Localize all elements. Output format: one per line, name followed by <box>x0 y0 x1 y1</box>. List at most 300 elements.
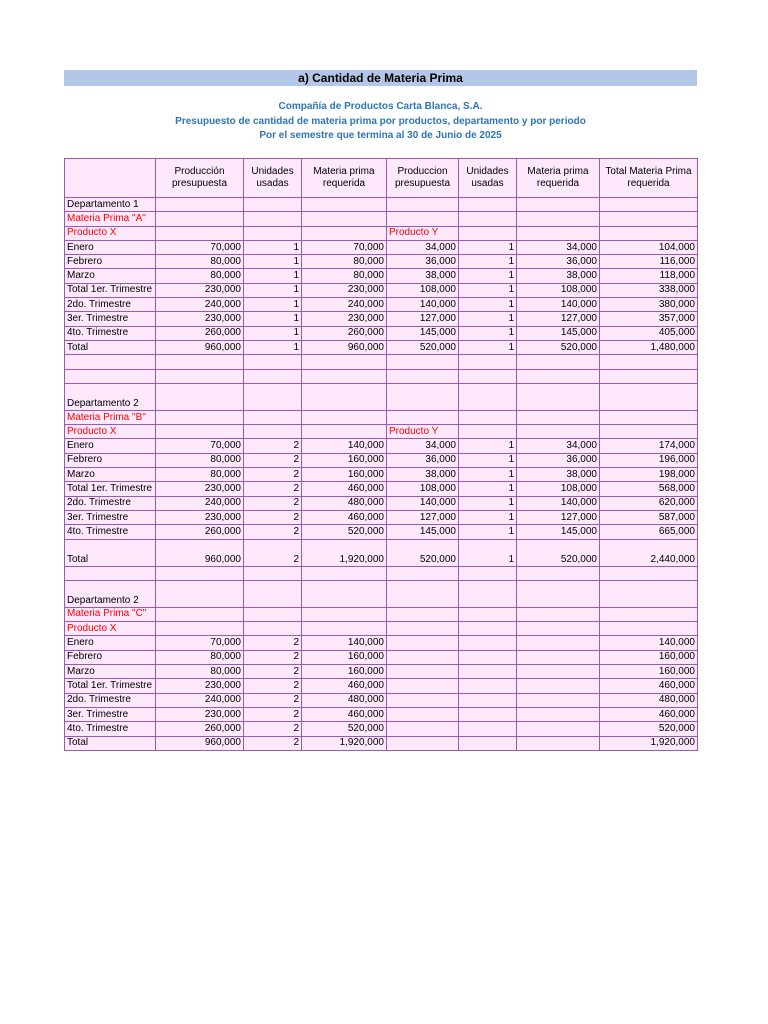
table-cell[interactable] <box>517 198 600 212</box>
value-cell[interactable]: 260,000 <box>156 525 244 539</box>
table-cell[interactable] <box>244 622 302 636</box>
table-cell[interactable] <box>302 383 387 410</box>
value-cell[interactable]: 34,000 <box>387 240 459 254</box>
value-cell[interactable] <box>459 707 517 721</box>
value-cell[interactable]: 1 <box>244 312 302 326</box>
value-cell[interactable] <box>387 636 459 650</box>
value-cell[interactable]: 960,000 <box>156 736 244 750</box>
row-label[interactable]: Enero <box>65 439 156 453</box>
value-cell[interactable]: 520,000 <box>302 722 387 736</box>
value-cell[interactable]: 1 <box>459 453 517 467</box>
value-cell[interactable]: 240,000 <box>302 298 387 312</box>
value-cell[interactable]: 196,000 <box>600 453 698 467</box>
value-cell[interactable]: 145,000 <box>517 326 600 340</box>
value-cell[interactable] <box>387 650 459 664</box>
table-cell[interactable] <box>459 607 517 621</box>
table-cell[interactable] <box>302 607 387 621</box>
value-cell[interactable]: 140,000 <box>600 636 698 650</box>
value-cell[interactable]: 2 <box>244 736 302 750</box>
table-cell[interactable] <box>459 410 517 424</box>
table-cell[interactable] <box>459 212 517 226</box>
table-cell[interactable] <box>459 369 517 383</box>
value-cell[interactable]: 70,000 <box>302 240 387 254</box>
value-cell[interactable] <box>459 650 517 664</box>
table-cell[interactable] <box>156 580 244 607</box>
value-cell[interactable] <box>387 665 459 679</box>
value-cell[interactable]: 80,000 <box>302 255 387 269</box>
table-cell[interactable] <box>302 198 387 212</box>
table-cell[interactable] <box>302 580 387 607</box>
row-label[interactable]: 3er. Trimestre <box>65 707 156 721</box>
value-cell[interactable]: 198,000 <box>600 468 698 482</box>
value-cell[interactable]: 104,000 <box>600 240 698 254</box>
table-cell[interactable] <box>517 580 600 607</box>
table-cell[interactable] <box>600 198 698 212</box>
value-cell[interactable]: 160,000 <box>600 665 698 679</box>
value-cell[interactable]: 960,000 <box>302 340 387 354</box>
table-cell[interactable] <box>517 410 600 424</box>
table-cell[interactable] <box>387 355 459 369</box>
value-cell[interactable]: 380,000 <box>600 298 698 312</box>
value-cell[interactable]: 665,000 <box>600 525 698 539</box>
table-cell[interactable] <box>517 607 600 621</box>
value-cell[interactable] <box>459 636 517 650</box>
table-cell[interactable] <box>65 369 156 383</box>
header-cell-blank[interactable] <box>65 159 156 198</box>
value-cell[interactable]: 174,000 <box>600 439 698 453</box>
value-cell[interactable]: 460,000 <box>600 679 698 693</box>
value-cell[interactable]: 230,000 <box>302 283 387 297</box>
row-label[interactable]: 2do. Trimestre <box>65 298 156 312</box>
value-cell[interactable]: 140,000 <box>517 496 600 510</box>
table-cell[interactable] <box>600 383 698 410</box>
value-cell[interactable]: 1 <box>244 298 302 312</box>
table-cell[interactable] <box>302 622 387 636</box>
product-x-label[interactable]: Producto X <box>65 622 156 636</box>
value-cell[interactable]: 2 <box>244 482 302 496</box>
table-cell[interactable] <box>517 212 600 226</box>
value-cell[interactable] <box>459 679 517 693</box>
value-cell[interactable]: 460,000 <box>302 482 387 496</box>
row-label[interactable]: 3er. Trimestre <box>65 312 156 326</box>
table-cell[interactable] <box>156 410 244 424</box>
value-cell[interactable]: 70,000 <box>156 240 244 254</box>
value-cell[interactable]: 1 <box>459 439 517 453</box>
row-label[interactable]: Febrero <box>65 453 156 467</box>
value-cell[interactable]: 116,000 <box>600 255 698 269</box>
value-cell[interactable] <box>387 736 459 750</box>
department-label[interactable]: Departamento 2 <box>65 383 156 410</box>
value-cell[interactable]: 38,000 <box>517 468 600 482</box>
value-cell[interactable]: 230,000 <box>302 312 387 326</box>
value-cell[interactable]: 127,000 <box>517 312 600 326</box>
value-cell[interactable]: 1,920,000 <box>302 539 387 566</box>
value-cell[interactable]: 80,000 <box>156 255 244 269</box>
row-label[interactable]: 4to. Trimestre <box>65 525 156 539</box>
table-cell[interactable] <box>459 425 517 439</box>
table-cell[interactable] <box>600 425 698 439</box>
value-cell[interactable]: 520,000 <box>600 722 698 736</box>
table-row <box>65 159 698 198</box>
table-cell[interactable] <box>156 212 244 226</box>
row-label[interactable]: Marzo <box>65 665 156 679</box>
table-cell[interactable] <box>459 355 517 369</box>
table-cell[interactable] <box>156 425 244 439</box>
table-cell[interactable] <box>244 369 302 383</box>
value-cell[interactable]: 36,000 <box>387 255 459 269</box>
value-cell[interactable]: 587,000 <box>600 510 698 524</box>
table-cell[interactable] <box>156 355 244 369</box>
value-cell[interactable]: 2 <box>244 539 302 566</box>
report-header <box>64 100 697 144</box>
value-cell[interactable]: 240,000 <box>156 496 244 510</box>
table-cell[interactable] <box>387 212 459 226</box>
table-cell[interactable] <box>302 410 387 424</box>
value-cell[interactable]: 2 <box>244 496 302 510</box>
value-cell[interactable]: 1 <box>459 468 517 482</box>
value-cell[interactable]: 1 <box>459 283 517 297</box>
table-cell[interactable] <box>600 410 698 424</box>
value-cell[interactable]: 520,000 <box>517 340 600 354</box>
value-cell[interactable] <box>517 665 600 679</box>
value-cell[interactable]: 34,000 <box>517 439 600 453</box>
value-cell[interactable]: 140,000 <box>302 439 387 453</box>
table-cell[interactable] <box>517 425 600 439</box>
table-cell[interactable] <box>244 410 302 424</box>
value-cell[interactable]: 38,000 <box>387 468 459 482</box>
table-row <box>65 539 698 566</box>
table-cell[interactable] <box>517 369 600 383</box>
value-cell[interactable]: 145,000 <box>387 326 459 340</box>
value-cell[interactable]: 520,000 <box>517 539 600 566</box>
row-label[interactable]: Marzo <box>65 468 156 482</box>
table-cell[interactable] <box>244 607 302 621</box>
row-label[interactable]: 2do. Trimestre <box>65 496 156 510</box>
value-cell[interactable]: 1 <box>459 312 517 326</box>
value-cell[interactable]: 2 <box>244 650 302 664</box>
value-cell[interactable]: 140,000 <box>302 636 387 650</box>
row-label[interactable]: 4to. Trimestre <box>65 722 156 736</box>
row-label[interactable]: Febrero <box>65 255 156 269</box>
value-cell[interactable]: 960,000 <box>156 340 244 354</box>
table-cell[interactable] <box>387 410 459 424</box>
column-header[interactable]: Produccion presupuesta <box>387 159 459 198</box>
table-cell[interactable] <box>244 226 302 240</box>
table-cell[interactable] <box>156 226 244 240</box>
value-cell[interactable]: 1 <box>459 539 517 566</box>
value-cell[interactable]: 357,000 <box>600 312 698 326</box>
value-cell[interactable]: 140,000 <box>387 298 459 312</box>
row-label[interactable]: Total 1er. Trimestre <box>65 283 156 297</box>
value-cell[interactable]: 160,000 <box>302 665 387 679</box>
table-cell[interactable] <box>244 383 302 410</box>
column-header[interactable]: Unidades usadas <box>459 159 517 198</box>
value-cell[interactable]: 520,000 <box>387 340 459 354</box>
row-label[interactable]: Enero <box>65 240 156 254</box>
row-label[interactable]: Total <box>65 736 156 750</box>
value-cell[interactable]: 1 <box>459 255 517 269</box>
value-cell[interactable]: 108,000 <box>387 283 459 297</box>
value-cell[interactable]: 34,000 <box>517 240 600 254</box>
value-cell[interactable]: 568,000 <box>600 482 698 496</box>
value-cell[interactable] <box>387 722 459 736</box>
value-cell[interactable]: 1 <box>244 326 302 340</box>
value-cell[interactable]: 2,440,000 <box>600 539 698 566</box>
row-label[interactable]: 4to. Trimestre <box>65 326 156 340</box>
table-cell[interactable] <box>600 369 698 383</box>
value-cell[interactable]: 1,920,000 <box>600 736 698 750</box>
value-cell[interactable]: 480,000 <box>302 496 387 510</box>
table-cell[interactable] <box>302 425 387 439</box>
value-cell[interactable]: 260,000 <box>156 722 244 736</box>
value-cell[interactable]: 34,000 <box>387 439 459 453</box>
value-cell[interactable]: 1 <box>459 269 517 283</box>
table-cell[interactable] <box>517 383 600 410</box>
value-cell[interactable]: 230,000 <box>156 679 244 693</box>
value-cell[interactable]: 460,000 <box>302 510 387 524</box>
value-cell[interactable]: 2 <box>244 636 302 650</box>
table-cell[interactable] <box>302 226 387 240</box>
material-label[interactable]: Materia Prima "B" <box>65 410 156 424</box>
row-label[interactable]: Total 1er. Trimestre <box>65 482 156 496</box>
table-cell[interactable] <box>244 212 302 226</box>
value-cell[interactable] <box>387 707 459 721</box>
table-cell[interactable] <box>156 622 244 636</box>
table-cell[interactable] <box>600 622 698 636</box>
value-cell[interactable]: 1 <box>459 510 517 524</box>
value-cell[interactable]: 960,000 <box>156 539 244 566</box>
value-cell[interactable] <box>517 679 600 693</box>
value-cell[interactable]: 1 <box>459 298 517 312</box>
value-cell[interactable]: 2 <box>244 679 302 693</box>
value-cell[interactable]: 1 <box>459 240 517 254</box>
value-cell[interactable]: 2 <box>244 468 302 482</box>
value-cell[interactable]: 80,000 <box>156 468 244 482</box>
table-cell[interactable] <box>65 566 156 580</box>
table-cell[interactable] <box>302 369 387 383</box>
row-label[interactable]: 2do. Trimestre <box>65 693 156 707</box>
value-cell[interactable]: 2 <box>244 525 302 539</box>
row-label[interactable]: Total <box>65 340 156 354</box>
value-cell[interactable]: 240,000 <box>156 298 244 312</box>
value-cell[interactable] <box>517 736 600 750</box>
table-cell[interactable] <box>156 198 244 212</box>
table-cell[interactable] <box>387 580 459 607</box>
value-cell[interactable]: 1 <box>459 482 517 496</box>
department-label[interactable]: Departamento 2 <box>65 580 156 607</box>
table-cell[interactable] <box>600 566 698 580</box>
value-cell[interactable]: 160,000 <box>302 453 387 467</box>
table-cell[interactable] <box>244 425 302 439</box>
value-cell[interactable]: 230,000 <box>156 510 244 524</box>
value-cell[interactable]: 160,000 <box>600 650 698 664</box>
value-cell[interactable]: 145,000 <box>387 525 459 539</box>
table-cell[interactable] <box>600 607 698 621</box>
value-cell[interactable]: 38,000 <box>387 269 459 283</box>
column-header[interactable]: Materia prima requerida <box>302 159 387 198</box>
value-cell[interactable]: 108,000 <box>387 482 459 496</box>
value-cell[interactable]: 1 <box>459 525 517 539</box>
product-x-label[interactable]: Producto X <box>65 226 156 240</box>
value-cell[interactable]: 1 <box>459 496 517 510</box>
value-cell[interactable]: 520,000 <box>302 525 387 539</box>
table-cell[interactable] <box>517 622 600 636</box>
table-cell[interactable] <box>600 355 698 369</box>
value-cell[interactable]: 80,000 <box>156 269 244 283</box>
column-header[interactable]: Materia prima requerida <box>517 159 600 198</box>
table-cell[interactable] <box>387 566 459 580</box>
value-cell[interactable]: 80,000 <box>156 650 244 664</box>
value-cell[interactable] <box>459 693 517 707</box>
table-cell[interactable] <box>244 198 302 212</box>
value-cell[interactable] <box>459 665 517 679</box>
value-cell[interactable]: 1 <box>244 340 302 354</box>
value-cell[interactable]: 620,000 <box>600 496 698 510</box>
table-cell[interactable] <box>387 607 459 621</box>
value-cell[interactable]: 480,000 <box>600 693 698 707</box>
value-cell[interactable]: 140,000 <box>387 496 459 510</box>
row-label[interactable]: Total <box>65 539 156 566</box>
value-cell[interactable]: 230,000 <box>156 312 244 326</box>
value-cell[interactable]: 2 <box>244 693 302 707</box>
table-cell[interactable] <box>302 212 387 226</box>
value-cell[interactable]: 70,000 <box>156 636 244 650</box>
row-label[interactable]: Marzo <box>65 269 156 283</box>
value-cell[interactable]: 140,000 <box>517 298 600 312</box>
product-y-label[interactable]: Producto Y <box>387 425 459 439</box>
value-cell[interactable]: 1 <box>244 269 302 283</box>
value-cell[interactable]: 1 <box>459 326 517 340</box>
value-cell[interactable]: 108,000 <box>517 283 600 297</box>
table-cell[interactable] <box>600 226 698 240</box>
value-cell[interactable]: 160,000 <box>302 468 387 482</box>
table-cell[interactable] <box>459 622 517 636</box>
value-cell[interactable]: 118,000 <box>600 269 698 283</box>
table-cell[interactable] <box>244 580 302 607</box>
table-cell[interactable] <box>302 355 387 369</box>
value-cell[interactable]: 2 <box>244 722 302 736</box>
value-cell[interactable]: 145,000 <box>517 525 600 539</box>
value-cell[interactable] <box>517 636 600 650</box>
value-cell[interactable] <box>459 722 517 736</box>
table-cell[interactable] <box>459 383 517 410</box>
table-cell[interactable] <box>459 566 517 580</box>
value-cell[interactable]: 160,000 <box>302 650 387 664</box>
value-cell[interactable]: 2 <box>244 707 302 721</box>
value-cell[interactable]: 127,000 <box>387 312 459 326</box>
product-x-label[interactable]: Producto X <box>65 425 156 439</box>
value-cell[interactable]: 405,000 <box>600 326 698 340</box>
table-cell[interactable] <box>517 226 600 240</box>
value-cell[interactable]: 1 <box>459 340 517 354</box>
table-cell[interactable] <box>517 355 600 369</box>
value-cell[interactable]: 460,000 <box>302 707 387 721</box>
value-cell[interactable]: 520,000 <box>387 539 459 566</box>
table-cell[interactable] <box>459 198 517 212</box>
value-cell[interactable]: 70,000 <box>156 439 244 453</box>
value-cell[interactable]: 127,000 <box>387 510 459 524</box>
table-cell[interactable] <box>459 226 517 240</box>
value-cell[interactable] <box>517 707 600 721</box>
value-cell[interactable] <box>387 679 459 693</box>
table-row <box>65 722 698 736</box>
value-cell[interactable]: 230,000 <box>156 482 244 496</box>
row-label[interactable]: 3er. Trimestre <box>65 510 156 524</box>
value-cell[interactable]: 2 <box>244 510 302 524</box>
row-label[interactable]: Febrero <box>65 650 156 664</box>
value-cell[interactable]: 80,000 <box>156 665 244 679</box>
value-cell[interactable]: 2 <box>244 453 302 467</box>
table-cell[interactable] <box>600 580 698 607</box>
table-cell[interactable] <box>244 355 302 369</box>
value-cell[interactable]: 338,000 <box>600 283 698 297</box>
material-label[interactable]: Materia Prima "A" <box>65 212 156 226</box>
value-cell[interactable]: 1,480,000 <box>600 340 698 354</box>
table-cell[interactable] <box>459 580 517 607</box>
department-label[interactable]: Departamento 1 <box>65 198 156 212</box>
table-cell[interactable] <box>244 566 302 580</box>
column-header[interactable]: Producción presupuesta <box>156 159 244 198</box>
value-cell[interactable]: 2 <box>244 665 302 679</box>
product-y-label[interactable]: Producto Y <box>387 226 459 240</box>
value-cell[interactable]: 38,000 <box>517 269 600 283</box>
value-cell[interactable]: 230,000 <box>156 707 244 721</box>
table-cell[interactable] <box>387 198 459 212</box>
column-header[interactable]: Unidades usadas <box>244 159 302 198</box>
row-label[interactable]: Enero <box>65 636 156 650</box>
table-cell[interactable] <box>387 622 459 636</box>
value-cell[interactable]: 127,000 <box>517 510 600 524</box>
value-cell[interactable] <box>387 693 459 707</box>
value-cell[interactable]: 1 <box>244 255 302 269</box>
table-cell[interactable] <box>387 369 459 383</box>
table-cell[interactable] <box>156 566 244 580</box>
value-cell[interactable] <box>517 650 600 664</box>
table-cell[interactable] <box>156 607 244 621</box>
value-cell[interactable]: 460,000 <box>600 707 698 721</box>
value-cell[interactable]: 460,000 <box>302 679 387 693</box>
value-cell[interactable]: 260,000 <box>302 326 387 340</box>
column-header[interactable]: Total Materia Prima requerida <box>600 159 698 198</box>
table-cell[interactable] <box>517 566 600 580</box>
value-cell[interactable]: 480,000 <box>302 693 387 707</box>
row-label[interactable]: Total 1er. Trimestre <box>65 679 156 693</box>
value-cell[interactable]: 1 <box>244 240 302 254</box>
value-cell[interactable]: 36,000 <box>517 255 600 269</box>
value-cell[interactable]: 1 <box>244 283 302 297</box>
value-cell[interactable]: 260,000 <box>156 326 244 340</box>
value-cell[interactable]: 230,000 <box>156 283 244 297</box>
value-cell[interactable]: 36,000 <box>387 453 459 467</box>
table-cell[interactable] <box>302 566 387 580</box>
value-cell[interactable]: 1,920,000 <box>302 736 387 750</box>
material-label[interactable]: Materia Prima "C" <box>65 607 156 621</box>
value-cell[interactable] <box>517 693 600 707</box>
value-cell[interactable]: 2 <box>244 439 302 453</box>
value-cell[interactable]: 80,000 <box>156 453 244 467</box>
value-cell[interactable]: 36,000 <box>517 453 600 467</box>
value-cell[interactable]: 80,000 <box>302 269 387 283</box>
table-cell[interactable] <box>156 369 244 383</box>
table-cell[interactable] <box>387 383 459 410</box>
table-cell[interactable] <box>600 212 698 226</box>
table-cell[interactable] <box>156 383 244 410</box>
table-cell[interactable] <box>65 355 156 369</box>
value-cell[interactable] <box>459 736 517 750</box>
value-cell[interactable]: 240,000 <box>156 693 244 707</box>
value-cell[interactable] <box>517 722 600 736</box>
value-cell[interactable]: 108,000 <box>517 482 600 496</box>
